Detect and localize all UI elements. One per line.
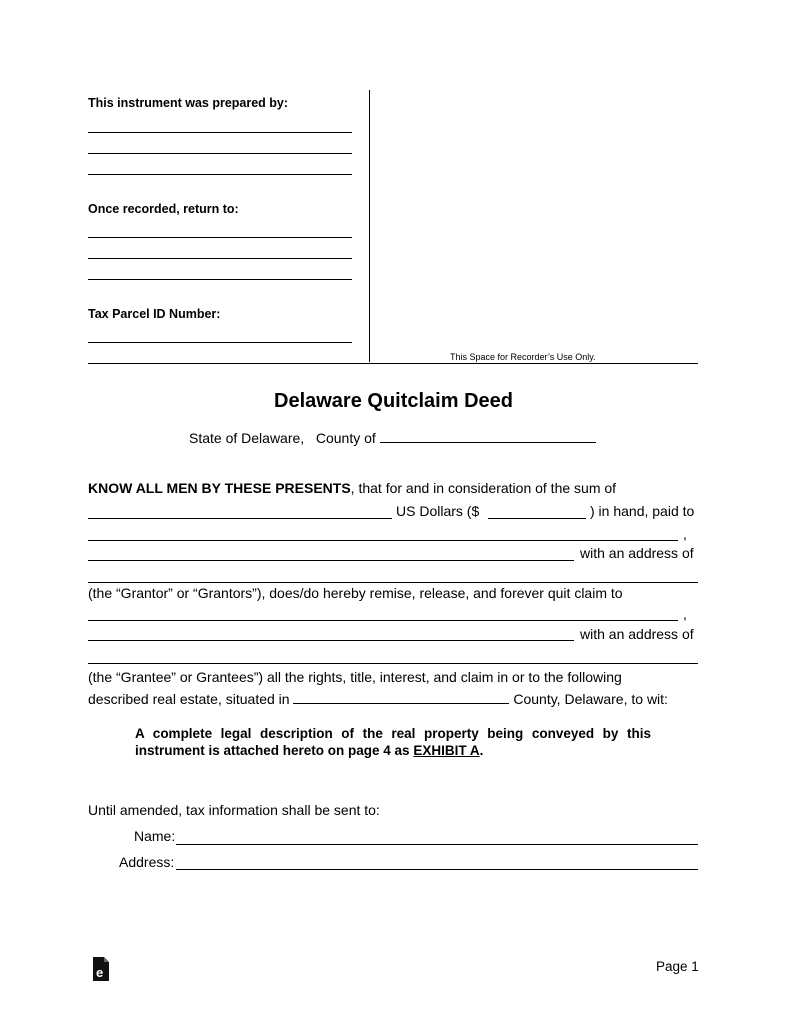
consideration-amount-field[interactable] — [488, 518, 586, 519]
grantor-address-label: with an address of — [580, 545, 694, 561]
consideration-amount-words-field[interactable] — [88, 518, 392, 519]
svg-text:e: e — [96, 965, 104, 980]
consideration-intro — [88, 480, 616, 496]
county-field[interactable] — [380, 429, 596, 443]
exhibit-period: . — [479, 743, 484, 758]
grantor-address-field[interactable] — [88, 582, 698, 583]
return-to-line-2[interactable] — [88, 258, 352, 259]
header-bottom-divider — [88, 363, 698, 364]
described-prefix: described real estate, situated in — [88, 691, 290, 707]
prepared-by-line-3[interactable] — [88, 174, 352, 175]
grantor-name-field[interactable] — [88, 540, 678, 541]
prepared-by-line-2[interactable] — [88, 153, 352, 154]
page-number: Page 1 — [656, 959, 699, 974]
grantor-name-field-2[interactable] — [88, 560, 574, 561]
grantee-address-field[interactable] — [88, 663, 698, 664]
return-to-line-1[interactable] — [88, 237, 352, 238]
consideration-text: , that for and in consideration of the sum of — [350, 480, 617, 496]
eforms-logo-icon — [90, 955, 112, 983]
grantee-address-label: with an address of — [580, 626, 694, 642]
return-to-label: Once recorded, return to: — [88, 202, 239, 216]
return-to-line-3[interactable] — [88, 279, 352, 280]
tax-parcel-label: Tax Parcel ID Number: — [88, 307, 221, 321]
grantor-comma: , — [683, 526, 687, 542]
tax-parcel-line[interactable] — [88, 342, 352, 343]
grantee-clause: (the “Grantee” or Grantees”) all the rights, title, interest, and claim in or to the following — [88, 669, 622, 685]
exhibit-text: A complete legal description of the real property being conveyed by this instrument is attached hereto on page 4 as — [135, 726, 651, 758]
exhibit-a-reference: EXHIBIT A — [413, 743, 480, 758]
grantor-clause: (the “Grantor” or “Grantors”), does/do hereby remise, release, and forever quit claim to — [88, 585, 623, 601]
state-line — [189, 429, 596, 446]
described-line — [88, 690, 668, 707]
situated-county-field[interactable] — [293, 690, 509, 704]
grantee-name-field-2[interactable] — [88, 640, 574, 641]
tax-address-field[interactable] — [176, 869, 698, 870]
in-hand-label: ) in hand, paid to — [590, 503, 695, 519]
described-suffix: County, Delaware, to wit: — [513, 691, 668, 707]
state-text: State of Delaware, — [189, 430, 305, 446]
grantee-name-field[interactable] — [88, 620, 678, 621]
us-dollars-label: US Dollars ($ — [396, 503, 480, 519]
tax-address-label: Address: — [119, 854, 175, 870]
county-label: County of — [315, 430, 376, 446]
document-title: Delaware Quitclaim Deed — [274, 390, 513, 412]
tax-name-label: Name: — [134, 828, 176, 844]
exhibit-statement — [135, 725, 651, 759]
grantee-comma: , — [683, 606, 687, 622]
prepared-by-line-1[interactable] — [88, 132, 352, 133]
prepared-by-label: This instrument was prepared by: — [88, 96, 289, 110]
recorder-vertical-divider — [369, 90, 370, 362]
tax-info-intro: Until amended, tax information shall be sent to: — [88, 802, 380, 818]
recorder-note: This Space for Recorder’s Use Only. — [450, 352, 596, 362]
know-all-men-heading: KNOW ALL MEN BY THESE PRESENTS — [88, 480, 351, 496]
tax-name-field[interactable] — [176, 844, 698, 845]
